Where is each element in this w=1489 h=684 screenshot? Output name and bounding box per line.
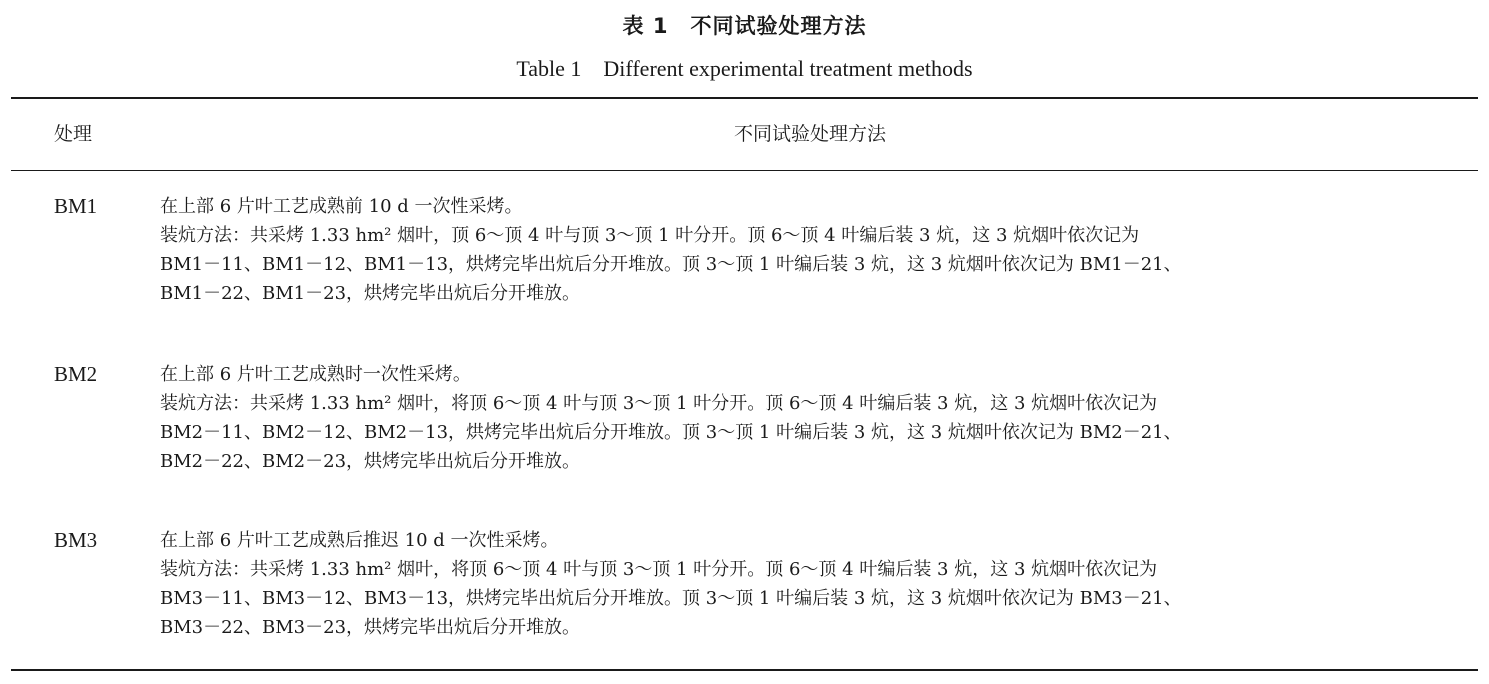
method-line: BM3－11、BM3－12、BM3－13，烘烤完毕出炕后分开堆放。顶 3～顶 1 叶编后装 3 炕，这 3 炕烟叶依次记为 BM3－21、 — [160, 588, 1182, 609]
row-label: BM2 — [54, 362, 98, 386]
method-line: 在上部 6 片叶工艺成熟时一次性采烤。 — [160, 364, 471, 385]
row-label: BM3 — [54, 528, 98, 552]
row-method-text — [160, 360, 1455, 476]
method-line: 装炕方法：共采烤 1.33 hm² 烟叶，将顶 6～顶 4 叶与顶 3～顶 1 叶分开。顶 6～顶 4 叶编后装 3 炕，这 3 炕烟叶依次记为 — [160, 559, 1158, 580]
method-line: 装炕方法：共采烤 1.33 hm² 烟叶，顶 6～顶 4 叶与顶 3～顶 1 叶分开。顶 6～顶 4 叶编后装 3 炕，这 3 炕烟叶依次记为 — [160, 225, 1140, 246]
method-line: BM1－11、BM1－12、BM1－13，烘烤完毕出炕后分开堆放。顶 3～顶 1 叶编后装 3 炕，这 3 炕烟叶依次记为 BM1－21、 — [160, 254, 1182, 275]
method-line: 在上部 6 片叶工艺成熟后推迟 10 d 一次性采烤。 — [160, 530, 559, 551]
method-line: 装炕方法：共采烤 1.33 hm² 烟叶，将顶 6～顶 4 叶与顶 3～顶 1 叶分开。顶 6～顶 4 叶编后装 3 炕，这 3 炕烟叶依次记为 — [160, 393, 1158, 414]
row-method-text — [160, 192, 1455, 308]
top-rule — [11, 97, 1478, 99]
method-line: 在上部 6 片叶工艺成熟前 10 d 一次性采烤。 — [160, 196, 523, 217]
method-line: BM2－22、BM2－23，烘烤完毕出炕后分开堆放。 — [160, 451, 581, 472]
row-method-text — [160, 526, 1455, 642]
row-label: BM1 — [54, 194, 98, 218]
method-line: BM3－22、BM3－23，烘烤完毕出炕后分开堆放。 — [160, 617, 581, 638]
header-treatment: 处理 — [54, 123, 93, 145]
method-line: BM2－11、BM2－12、BM2－13，烘烤完毕出炕后分开堆放。顶 3～顶 1 叶编后装 3 炕，这 3 炕烟叶依次记为 BM2－21、 — [160, 422, 1182, 443]
table-title-en: Table 1 Different experimental treatment methods — [516, 56, 973, 81]
header-rule — [11, 170, 1478, 171]
method-line: BM1－22、BM1－23，烘烤完毕出炕后分开堆放。 — [160, 283, 581, 304]
header-method: 不同试验处理方法 — [733, 123, 886, 145]
table-title-cn: 表 1 不同试验处理方法 — [622, 14, 867, 38]
bottom-rule — [11, 669, 1478, 671]
